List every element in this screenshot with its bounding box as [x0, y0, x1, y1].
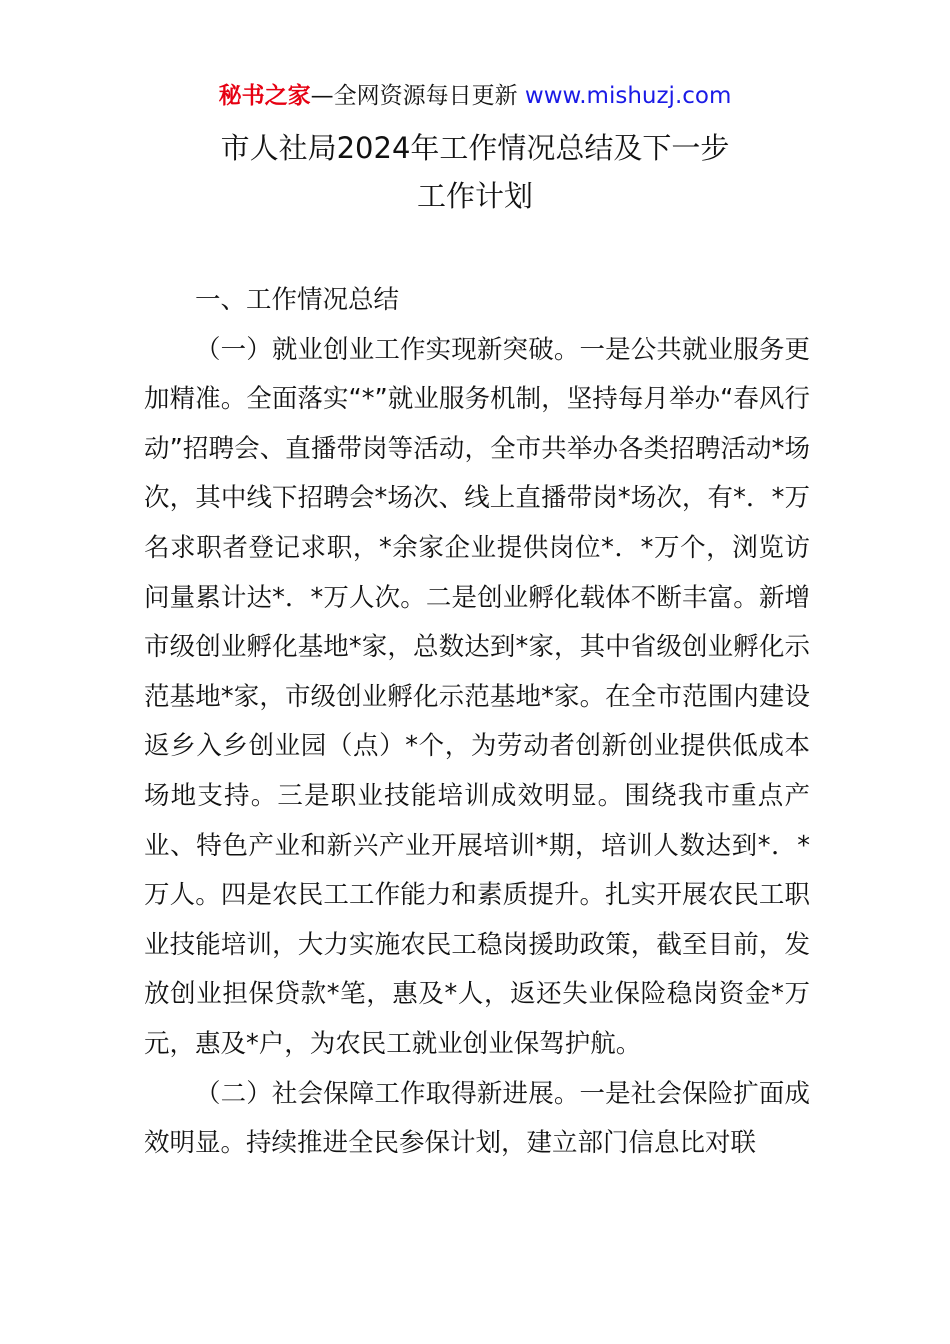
section-heading: 一、工作情况总结 [195, 285, 400, 315]
document-title-line-2: 工作计划 [416, 179, 533, 213]
document-title-line-1: 市人社局2024年工作情况总结及下一步 [220, 131, 730, 165]
site-header [0, 80, 950, 112]
header-tagline: —全网资源每日更新 [310, 83, 518, 109]
body-paragraph: （二）社会保障工作取得新进展。一是社会保险扩面成效明显。持续推进全民参保计划，建立部门信息比对联 [144, 1078, 810, 1159]
site-url-link[interactable]: www.mishuzj.com [517, 83, 732, 109]
body-paragraph: （一）就业创业工作实现新突破。一是公共就业服务更加精准。全面落实“*”就业服务机制，坚持每月举办“春风行动”招聘会、直播带岗等活动，全市共举办各类招聘活动*场次，其中线下招聘会*场次、线上直播带岗*场次，有*．*万名求职者登记求职，*余家企业提供岗位*．*万个，浏览访问量累计达*．*万人次。二是创业孵化载体不断丰富。新增市级创业孵化基地*家，总数达到*家，其中省级创业孵化示范基地*家，市级创业孵化示范基地*家。在全市范围内建设返乡入乡创业园（点）*个，为劳动者创新创业提供低成本场地支持。三是职业技能培训成效明显。围绕我市重点产业、特色产业和新兴产业开展培训*期，培训人数达到*．*万人。四是农民工工作能力和素质提升。扎实开展农民工职业技能培训，大力实施农民工稳岗援助政策，截至目前，发放创业担保贷款*笔，惠及*人，返还失业保险稳岗资金*万元，惠及*户，为农民工就业创业保驾护航。 [144, 334, 810, 1059]
document-body [144, 276, 810, 1169]
brand-name: 秘书之家 [218, 83, 311, 109]
